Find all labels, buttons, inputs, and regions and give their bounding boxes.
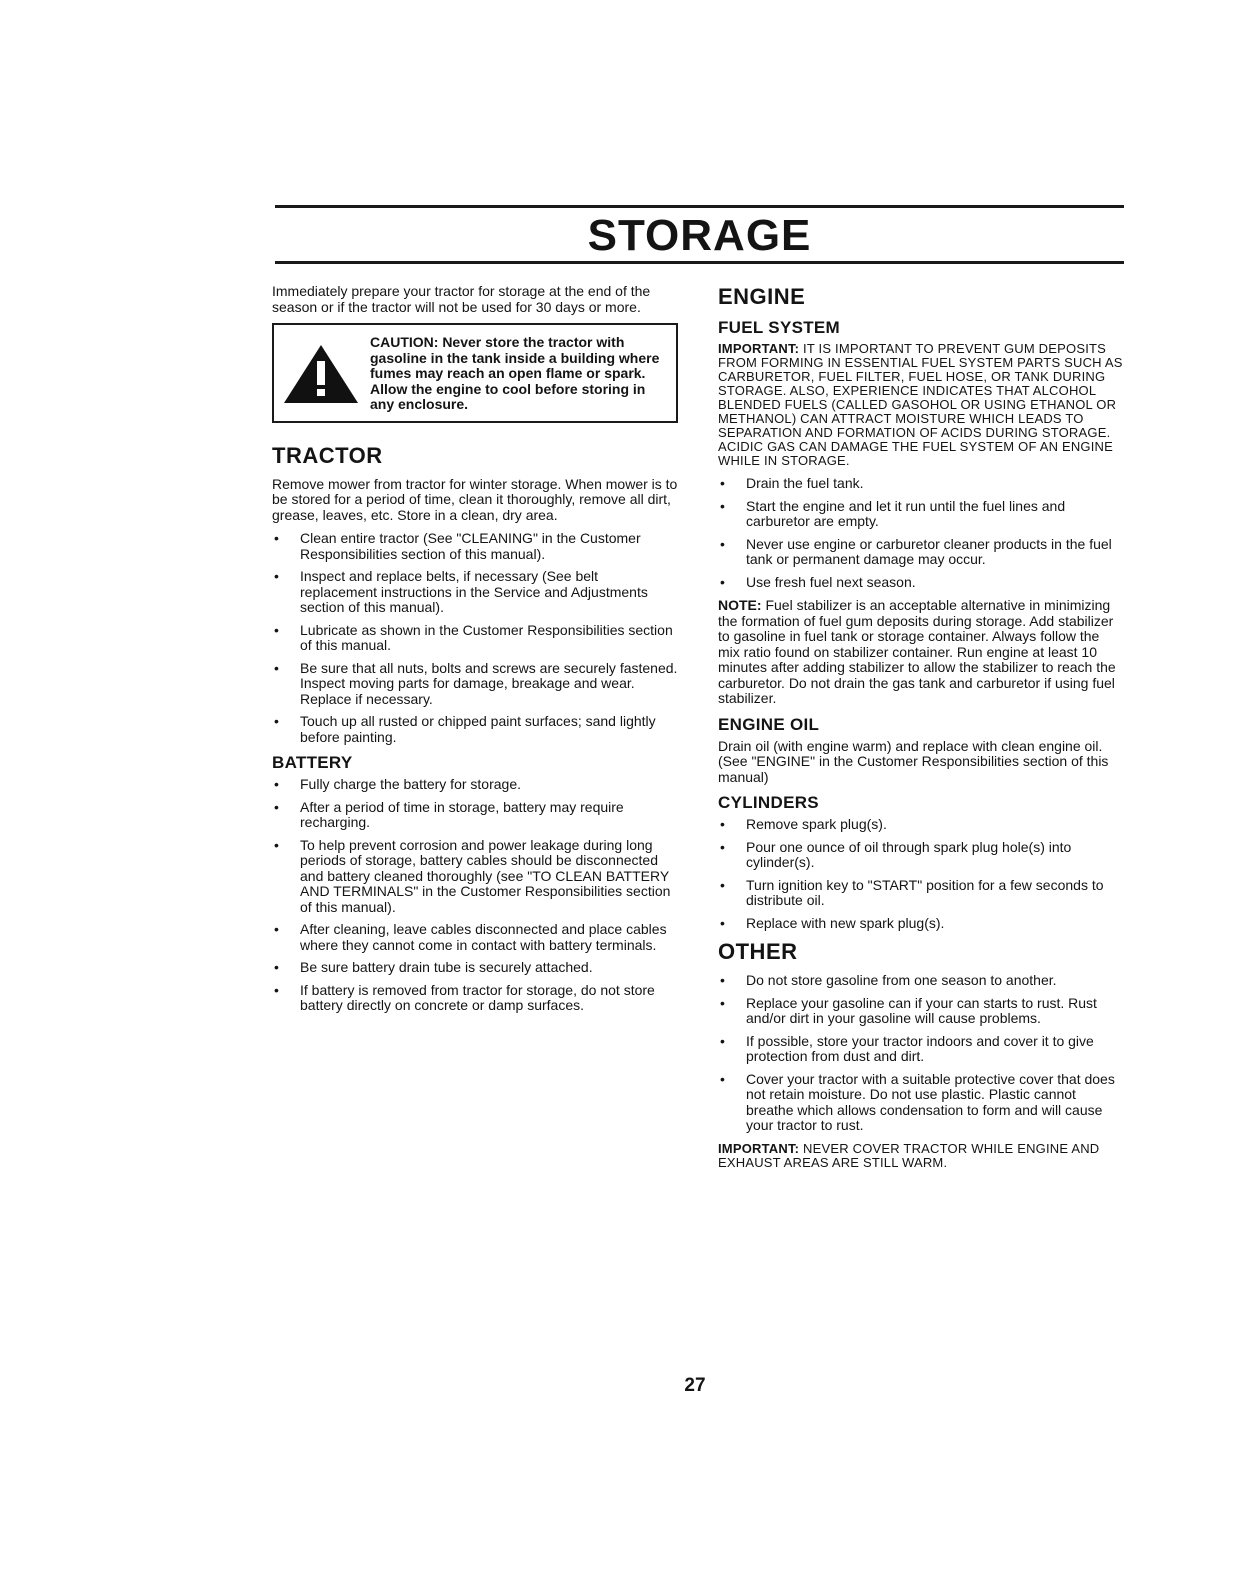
list-item: • Cover your tractor with a suitable protective cover that does not retain moisture. Do not use plastic. Plastic cannot breathe which allows condensation to form and will cause your tractor to rust. [718, 1072, 1124, 1134]
cylinders-heading: CYLINDERS [718, 793, 819, 812]
tractor-list [272, 531, 678, 745]
list-item: • Lubricate as shown in the Customer Responsibilities section of this manual. [272, 623, 678, 654]
caution-box [272, 323, 678, 423]
list-item: • Do not store gasoline from one season to another. [718, 973, 1124, 989]
list-item: • Use fresh fuel next season. [718, 575, 1124, 591]
title-rule-bottom [275, 261, 1124, 264]
fuel-list [718, 476, 1124, 590]
engine-oil-heading: ENGINE OIL [718, 714, 820, 734]
left-column [272, 284, 678, 1022]
list-item: • Turn ignition key to "START" position for a few seconds to distribute oil. [718, 878, 1124, 909]
list-item: • After cleaning, leave cables disconnected and place cables where they cannot come in contact with battery terminals. [272, 922, 678, 953]
list-item: • Replace with new spark plug(s). [718, 916, 1124, 932]
list-item: • To help prevent corrosion and power leakage during long periods of storage, battery cables should be disconnected and battery cleaned thoroughly (see "TO CLEAN BATTERY AND TERMINALS" in the Customer Responsibilities section of this manual). [272, 838, 678, 916]
other-list [718, 973, 1124, 1134]
tractor-heading: TRACTOR [272, 442, 383, 468]
list-item: • Inspect and replace belts, if necessary (See belt replacement instructions in the Service and Adjustments section of this manual). [272, 569, 678, 616]
right-column [718, 284, 1124, 1178]
page-number: 27 [684, 1375, 706, 1396]
list-item: • After a period of time in storage, battery may require recharging. [272, 800, 678, 831]
other-heading: OTHER [718, 939, 798, 964]
important-label: IMPORTANT: [718, 341, 800, 356]
list-item: • Replace your gasoline can if your can starts to rust. Rust and/or dirt in your gasoline will cause problems. [718, 996, 1124, 1027]
important-label: IMPORTANT: [718, 1140, 800, 1156]
cylinders-list [718, 817, 1124, 931]
battery-list [272, 777, 678, 1014]
fuel-important [718, 342, 1124, 468]
list-item: • Be sure battery drain tube is securely attached. [272, 960, 678, 976]
list-item: • Pour one ounce of oil through spark plug hole(s) into cylinder(s). [718, 840, 1124, 871]
list-item: • Never use engine or carburetor cleaner products in the fuel tank or permanent damage may occur. [718, 537, 1124, 568]
intro-paragraph: Immediately prepare your tractor for storage at the end of the season or if the tractor will not be used for 30 days or more. [272, 283, 651, 315]
list-item: • Be sure that all nuts, bolts and screws are securely fastened. Inspect moving parts for damage, breakage and wear. Replace if necessary. [272, 661, 678, 708]
list-item: • Touch up all rusted or chipped paint surfaces; sand lightly before painting. [272, 714, 678, 745]
tractor-intro: Remove mower from tractor for winter storage. When mower is to be stored for a period of time, clean it thoroughly, remove all dirt, grease, leaves, etc. Store in a clean, dry area. [272, 475, 678, 523]
list-item: • Drain the fuel tank. [718, 476, 1124, 492]
fuel-system-heading: FUEL SYSTEM [718, 318, 841, 337]
list-item: • Clean entire tractor (See "CLEANING" in the Customer Responsibilities section of this manual). [272, 531, 678, 562]
caution-text: CAUTION: Never store the tractor with gasoline in the tank inside a building where fumes may reach an open flame or spark. Allow the engine to cool before storing in any enclosure. [370, 334, 660, 412]
important-text: NEVER COVER TRACTOR WHILE ENGINE AND EXHAUST AREAS ARE STILL WARM. [718, 1140, 1100, 1170]
list-item: • Remove spark plug(s). [718, 817, 1124, 833]
other-important [718, 1142, 1124, 1170]
note-text: Fuel stabilizer is an acceptable alternative in minimizing the formation of fuel gum deposits during storage. Add stabilizer to gasoline in fuel tank or storage container. Always follow the mix ratio found on stabilizer container. Run engine at least 10 minutes after adding stabilizer to allow the stabilizer to reach the carburetor. Do not drain the gas tank and carburetor if using fuel stabilizer. [718, 597, 1116, 706]
list-item: • If battery is removed from tractor for storage, do not store battery directly on concrete or damp surfaces. [272, 983, 678, 1014]
battery-heading: BATTERY [272, 753, 353, 772]
list-item: • Start the engine and let it run until the fuel lines and carburetor are empty. [718, 499, 1124, 530]
important-text: IT IS IMPORTANT TO PREVENT GUM DEPOSITS FROM FORMING IN ESSENTIAL FUEL SYSTEM PARTS SUCH AS CARBURETOR, FUEL FILTER, FUEL HOSE, OR TANK DURING STORAGE. ALSO, EXPERIENCE INDICATES THAT ALCOHOL BLENDED FUELS (CALLED GASOHOL OR USING ETHANOL OR METHANOL) CAN ATTRACT MOISTURE WHICH LEADS TO SEPARATION AND FORMATION OF ACIDS DURING STORAGE. ACIDIC GAS CAN DAMAGE THE FUEL SYSTEM OF AN ENGINE WHILE IN STORAGE. [718, 341, 1123, 468]
list-item: • Fully charge the battery for storage. [272, 777, 678, 793]
note-label: NOTE: [718, 597, 762, 613]
fuel-note [718, 598, 1124, 707]
warning-triangle-icon [282, 343, 360, 405]
engine-heading: ENGINE [718, 284, 806, 309]
list-item: • If possible, store your tractor indoors and cover it to give protection from dust and dirt. [718, 1034, 1124, 1065]
title-rule-top [275, 205, 1124, 208]
page-title: STORAGE [587, 211, 812, 260]
engine-oil-text: Drain oil (with engine warm) and replace with clean engine oil. (See "ENGINE" in the Customer Responsibilities section of this manual) [718, 737, 1109, 785]
